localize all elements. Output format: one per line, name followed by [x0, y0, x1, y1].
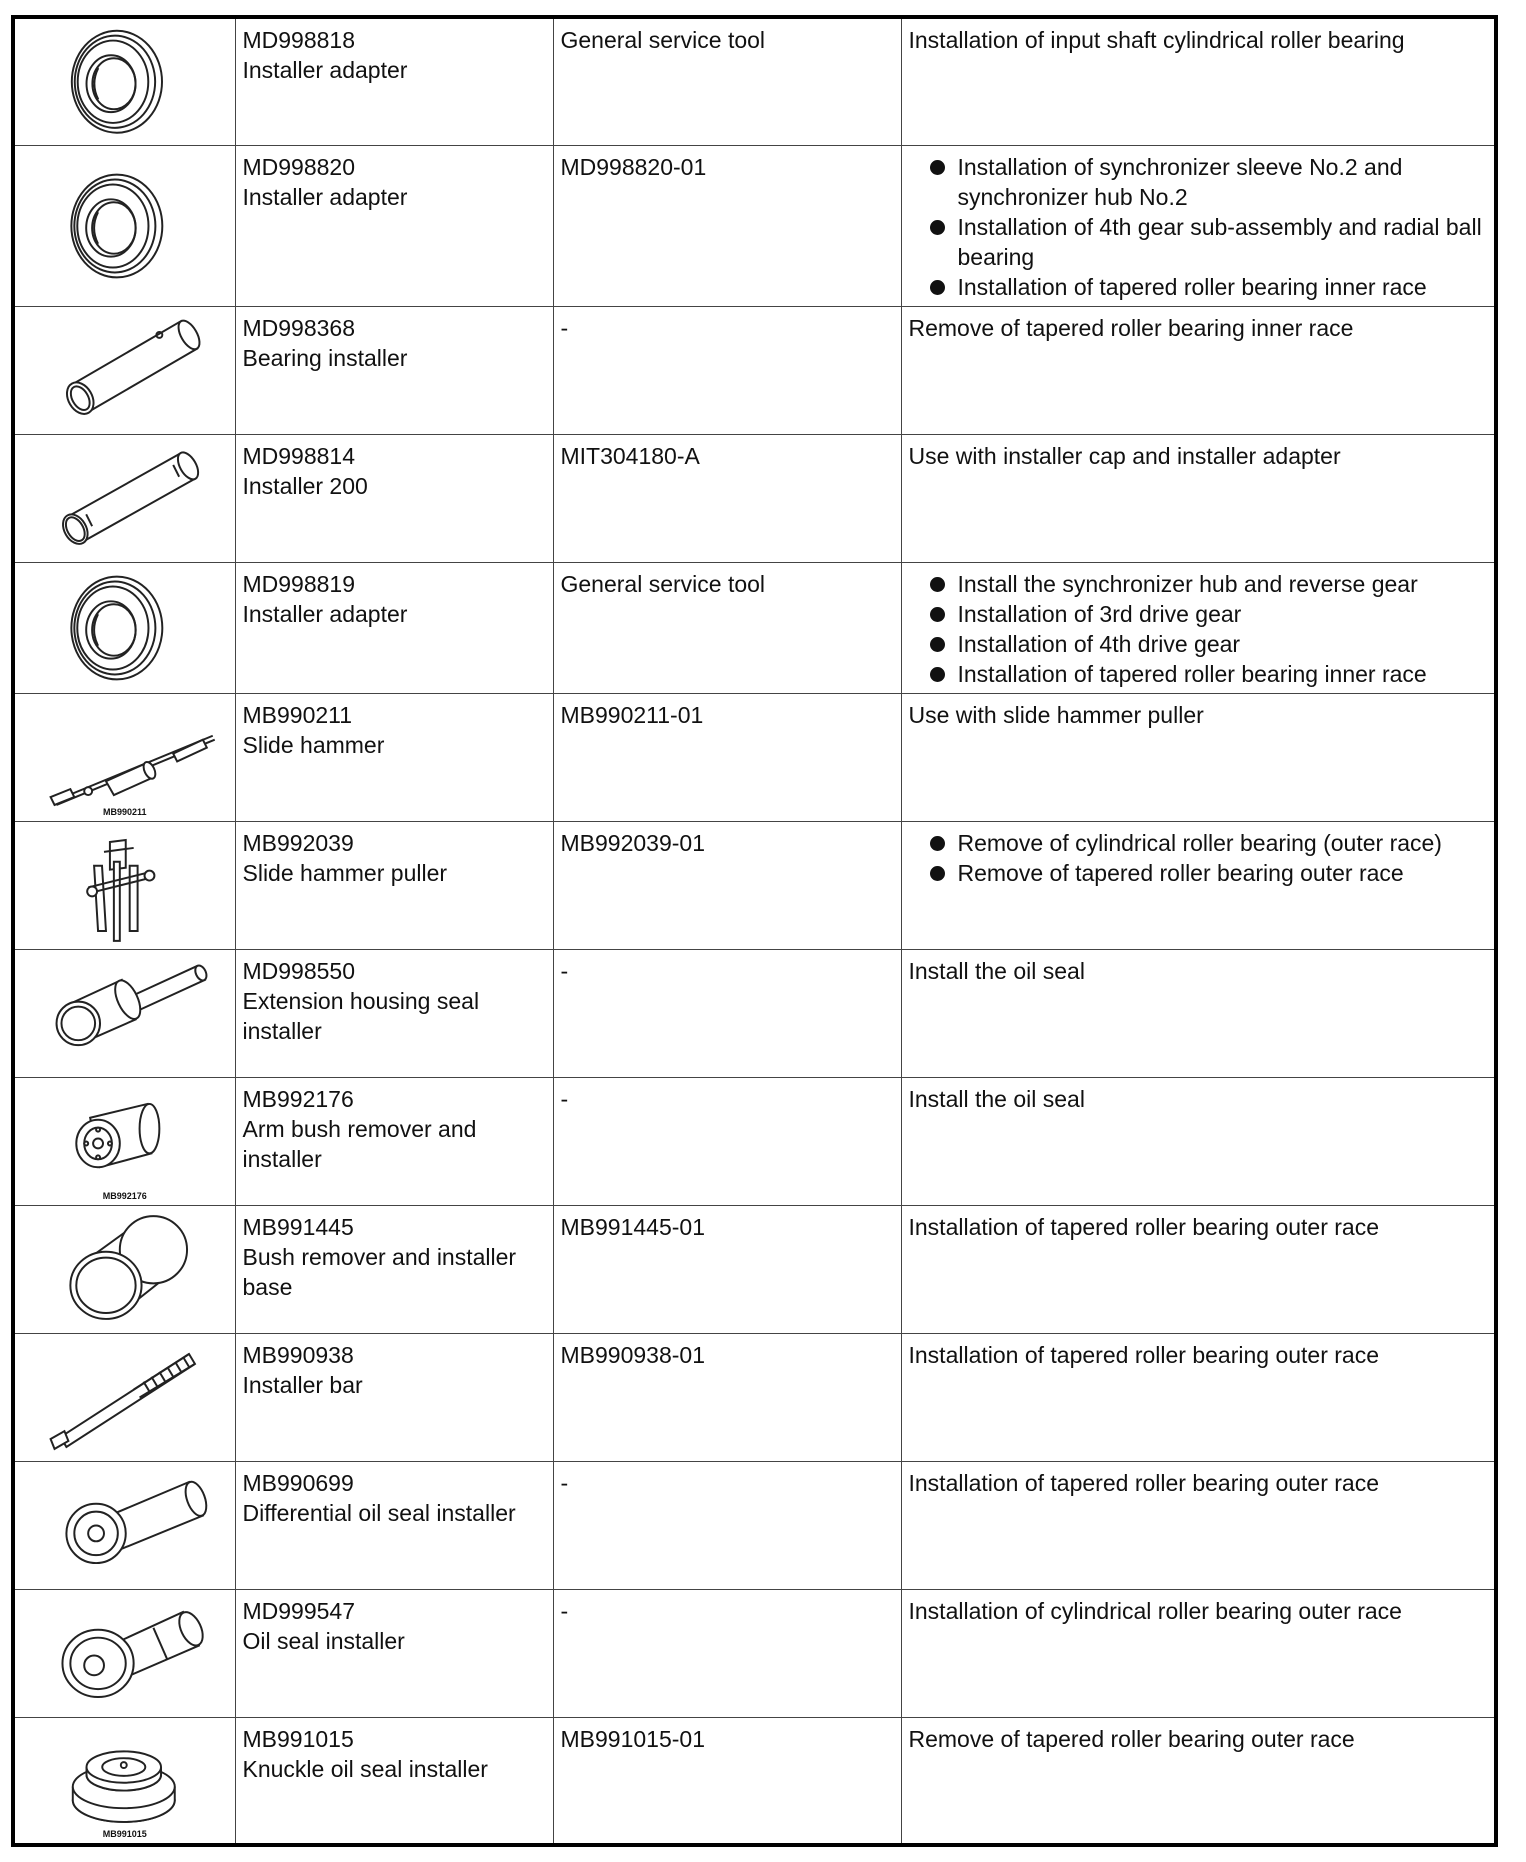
application-text: Installation of cylindrical roller bearing outer race: [908, 1597, 1402, 1624]
supersession-cell: [553, 1461, 901, 1589]
tool-name: Oil seal installer: [242, 1627, 405, 1654]
tool-illustration-cell: [13, 1077, 235, 1205]
application-cell: [901, 1205, 1496, 1333]
illustration-caption: MB990211: [102, 806, 147, 817]
tool-number: MB990938: [242, 1341, 354, 1368]
supersession-value: MB991445-01: [560, 1213, 705, 1240]
tool-illustration-cell: [13, 1717, 235, 1845]
tool-name-cell: [235, 1717, 553, 1845]
tool-number: MD998550: [242, 957, 356, 984]
supersession-cell: [553, 1589, 901, 1717]
supersession-value: General service tool: [560, 570, 766, 597]
tool-name-cell: [235, 306, 553, 434]
illustration-caption: MB991015: [102, 1829, 147, 1839]
installer-adapter-icon: [15, 563, 235, 693]
tool-illustration-cell: [13, 562, 235, 693]
tool-illustration-cell: [13, 693, 235, 821]
tool-illustration-cell: [13, 949, 235, 1077]
application-item: Installation of tapered roller bearing inner race: [909, 659, 1487, 689]
application-text: Remove of tapered roller bearing inner race: [908, 314, 1354, 341]
tool-name: Knuckle oil seal installer: [242, 1755, 488, 1782]
differential-seal-installer-icon: [15, 1462, 235, 1589]
tool-name-cell: [235, 693, 553, 821]
application-text: Installation of tapered roller bearing outer race: [908, 1341, 1380, 1368]
table-row: [13, 434, 1496, 562]
table-row: [13, 1205, 1496, 1333]
application-cell: [901, 1589, 1496, 1717]
supersession-cell: [553, 562, 901, 693]
tool-illustration-cell: [13, 145, 235, 306]
supersession-value: -: [560, 1597, 569, 1624]
application-item: Installation of 3rd drive gear: [909, 599, 1487, 629]
tool-number: MB992039: [242, 829, 354, 856]
tool-name-cell: [235, 562, 553, 693]
table-row: [13, 562, 1496, 693]
application-cell: [901, 1333, 1496, 1461]
table-row: [13, 693, 1496, 821]
slide-hammer-icon: [15, 694, 235, 821]
table-row: [13, 1717, 1496, 1845]
supersession-cell: [553, 145, 901, 306]
table-row: [13, 821, 1496, 949]
table-row: [13, 1333, 1496, 1461]
application-cell: [901, 306, 1496, 434]
tool-name-cell: [235, 1461, 553, 1589]
tool-name-cell: [235, 1333, 553, 1461]
application-cell: [901, 821, 1496, 949]
installer-bar-icon: [15, 1334, 235, 1461]
supersession-cell: [553, 17, 901, 145]
tool-number: MB991445: [242, 1213, 354, 1240]
tool-name: Bush remover and installer base: [242, 1243, 517, 1300]
tool-name: Arm bush remover and installer: [242, 1115, 477, 1172]
supersession-cell: [553, 1333, 901, 1461]
tool-illustration-cell: [13, 434, 235, 562]
tool-name: Installer adapter: [242, 183, 408, 210]
tool-name: Differential oil seal installer: [242, 1499, 516, 1526]
application-cell: [901, 1077, 1496, 1205]
supersession-cell: [553, 949, 901, 1077]
table-row: [13, 949, 1496, 1077]
supersession-value: -: [560, 1085, 569, 1112]
application-cell: [901, 1717, 1496, 1845]
tool-name: Extension housing seal installer: [242, 987, 480, 1044]
application-cell: [901, 693, 1496, 821]
tool-name: Slide hammer puller: [242, 859, 448, 886]
table-body: [13, 17, 1496, 1845]
table-row: [13, 1077, 1496, 1205]
table-row: [13, 306, 1496, 434]
tool-illustration-cell: [13, 821, 235, 949]
application-text: Use with slide hammer puller: [908, 701, 1204, 728]
seal-installer-icon: [15, 950, 235, 1077]
application-list: [909, 569, 1487, 689]
supersession-value: MB992039-01: [560, 829, 705, 856]
puller-icon: [15, 822, 235, 949]
tool-name: Installer adapter: [242, 600, 408, 627]
application-cell: [901, 1461, 1496, 1589]
application-text: Install the oil seal: [908, 1085, 1085, 1112]
application-text: Install the oil seal: [908, 957, 1085, 984]
supersession-value: MB990211-01: [560, 701, 704, 728]
special-tools-table: [11, 15, 1498, 1847]
installer-adapter-icon: [15, 146, 235, 306]
tool-name-cell: [235, 434, 553, 562]
table-row: [13, 145, 1496, 306]
application-cell: [901, 562, 1496, 693]
application-text: Remove of tapered roller bearing outer race: [908, 1725, 1355, 1752]
application-text: Installation of tapered roller bearing outer race: [908, 1213, 1380, 1240]
supersession-cell: [553, 306, 901, 434]
application-cell: [901, 17, 1496, 145]
tool-name: Installer 200: [242, 472, 368, 499]
tool-name: Slide hammer: [242, 731, 385, 758]
application-item: Remove of cylindrical roller bearing (outer race): [909, 828, 1487, 858]
tool-name-cell: [235, 1205, 553, 1333]
tool-number: MB991015: [242, 1725, 354, 1752]
tool-name-cell: [235, 821, 553, 949]
tool-name-cell: [235, 1589, 553, 1717]
supersession-cell: [553, 821, 901, 949]
bush-remover-icon: [15, 1078, 235, 1205]
tool-number: MD998814: [242, 442, 356, 469]
application-item: Installation of tapered roller bearing inner race: [909, 272, 1487, 302]
table-row: [13, 17, 1496, 145]
tool-name: Bearing installer: [242, 344, 408, 371]
application-item: Installation of 4th gear sub-assembly and radial ball bearing: [909, 212, 1487, 272]
application-text: Installation of input shaft cylindrical roller bearing: [908, 27, 1405, 53]
tool-illustration-cell: [13, 17, 235, 145]
application-cell: [901, 145, 1496, 306]
application-cell: [901, 949, 1496, 1077]
tool-number: MB990211: [242, 701, 353, 728]
tool-name-cell: [235, 1077, 553, 1205]
supersession-cell: [553, 693, 901, 821]
application-item: Remove of tapered roller bearing outer race: [909, 858, 1487, 888]
supersession-cell: [553, 1077, 901, 1205]
table-row: [13, 1461, 1496, 1589]
tool-name-cell: [235, 17, 553, 145]
supersession-value: MIT304180-A: [560, 442, 700, 469]
application-text: Installation of tapered roller bearing outer race: [908, 1469, 1380, 1496]
tool-illustration-cell: [13, 1205, 235, 1333]
tool-number: MD998818: [242, 27, 356, 53]
installer-base-icon: [15, 1206, 235, 1333]
application-text: Use with installer cap and installer adapter: [908, 442, 1341, 469]
supersession-value: General service tool: [560, 27, 766, 53]
tool-illustration-cell: [13, 306, 235, 434]
supersession-cell: [553, 434, 901, 562]
tool-number: MD998820: [242, 153, 356, 180]
supersession-value: -: [560, 957, 569, 984]
application-item: Installation of 4th drive gear: [909, 629, 1487, 659]
tool-number: MD999547: [242, 1597, 356, 1624]
application-item: Installation of synchronizer sleeve No.2 and synchronizer hub No.2: [909, 152, 1487, 212]
supersession-cell: [553, 1717, 901, 1845]
supersession-value: -: [560, 314, 569, 341]
table-row: [13, 1589, 1496, 1717]
tool-illustration-cell: [13, 1589, 235, 1717]
oil-seal-installer-icon: [15, 1590, 235, 1717]
supersession-value: MD998820-01: [560, 153, 707, 180]
knuckle-seal-installer-icon: [15, 1718, 235, 1844]
tool-name: Installer adapter: [242, 57, 408, 83]
tool-name-cell: [235, 145, 553, 306]
application-item: Install the synchronizer hub and reverse gear: [909, 569, 1487, 599]
application-list: [909, 828, 1487, 888]
application-cell: [901, 434, 1496, 562]
supersession-cell: [553, 1205, 901, 1333]
tool-number: MB992176: [242, 1085, 354, 1112]
tool-illustration-cell: [13, 1333, 235, 1461]
tool-number: MD998368: [242, 314, 356, 341]
tool-illustration-cell: [13, 1461, 235, 1589]
installer-adapter-icon: [15, 19, 235, 145]
supersession-value: MB991015-01: [560, 1725, 705, 1752]
illustration-caption: MB992176: [102, 1190, 147, 1201]
tool-number: MD998819: [242, 570, 356, 597]
tool-number: MB990699: [242, 1469, 354, 1496]
application-list: [909, 152, 1487, 302]
supersession-value: MB990938-01: [560, 1341, 705, 1368]
bearing-installer-icon: [15, 307, 235, 434]
tool-name: Installer bar: [242, 1371, 363, 1398]
tool-name-cell: [235, 949, 553, 1077]
supersession-value: -: [560, 1469, 569, 1496]
installer-tube-icon: [15, 435, 235, 562]
